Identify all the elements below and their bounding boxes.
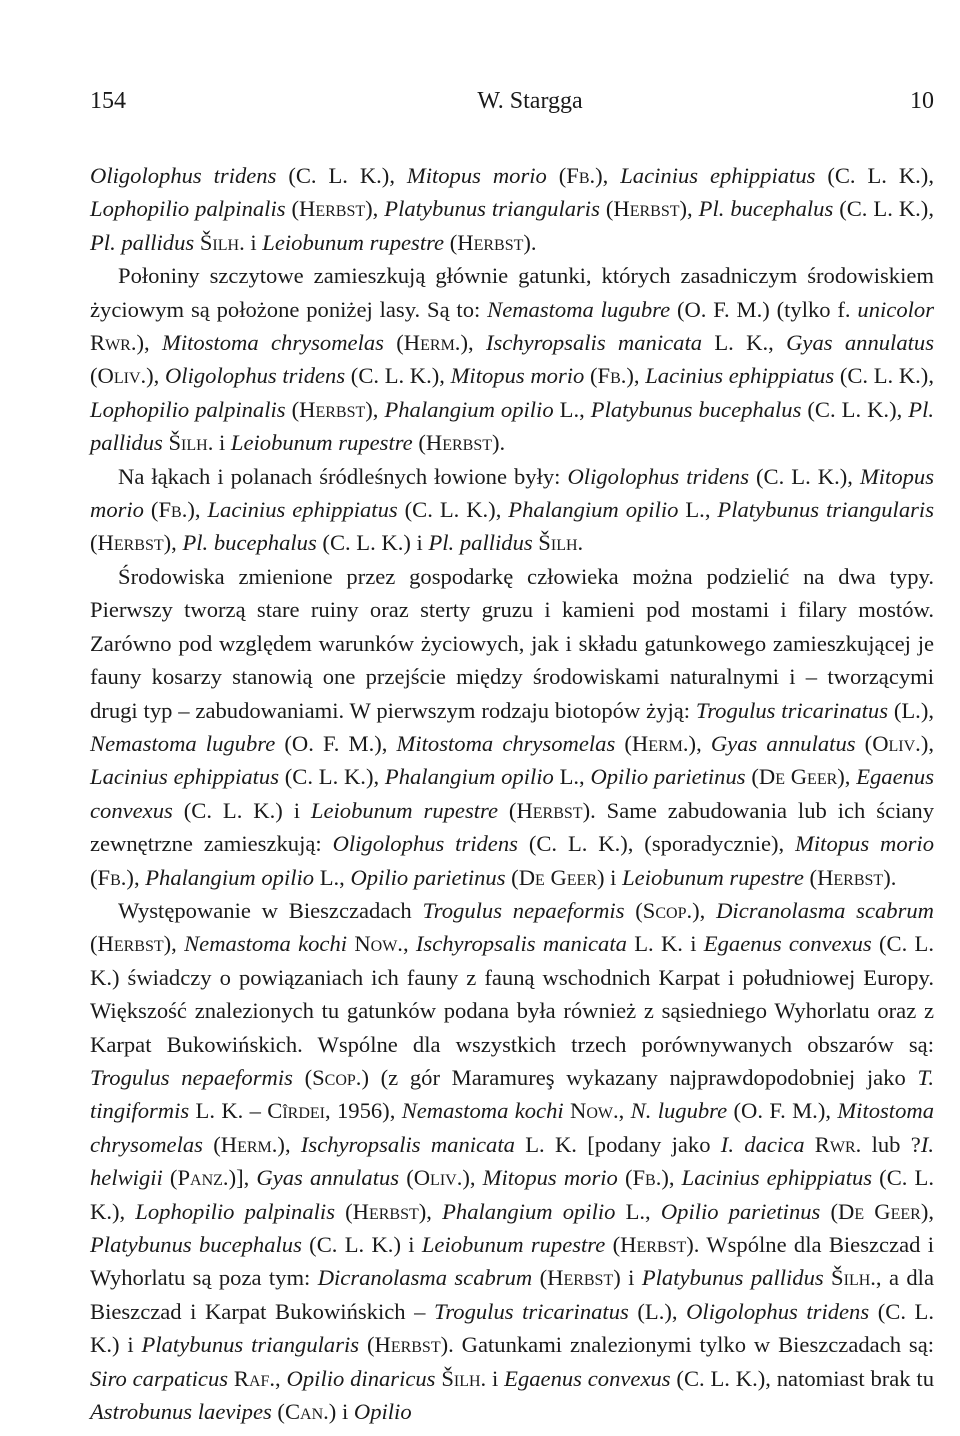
text-run: L., [678, 497, 718, 523]
taxon-name: Platybunus triangularis [717, 497, 934, 523]
author-name: erbst [563, 1265, 614, 1291]
text-run: ). Same zabudowania lub ich ściany zewnętrzne zamieszkują: [90, 797, 934, 857]
taxon-name: Trogulus tricarinatus [434, 1298, 629, 1324]
author-name: erbst [315, 196, 366, 222]
author-name: e [854, 1198, 865, 1224]
text-run: ). [492, 430, 506, 456]
text-run: Na łąkach i polanach śródleśnych łowione były: [118, 463, 568, 489]
author-name: erm [420, 330, 455, 356]
text-run: ) i [613, 1265, 642, 1291]
text-run: (L.), [628, 1298, 687, 1324]
text-run: (C. L. K.), [749, 463, 860, 489]
text-run: L. K. – C [189, 1098, 283, 1124]
taxon-name: Pl. bucephalus [698, 196, 834, 222]
running-header [90, 88, 934, 115]
author-name: liv [888, 730, 916, 756]
author-name: ilh [453, 1365, 481, 1391]
author-name: erbst [113, 931, 164, 957]
taxon-name: Leiobunum rupestre [421, 1232, 606, 1257]
text-run: .), [456, 1165, 483, 1191]
running-title: W. Stargga [477, 88, 583, 114]
taxon-name: Gyas annulatus [786, 330, 934, 356]
author-name: af [248, 1365, 270, 1391]
taxon-name: Ischyropsalis manicata [485, 330, 703, 356]
text-run: .), [915, 730, 934, 756]
text-run: (C. L. K.), natomiast brak tu [670, 1365, 934, 1391]
text-run: ), [837, 764, 857, 790]
taxon-name: Mitostoma chrysomelas [90, 1098, 934, 1157]
text-run: R [228, 1365, 249, 1391]
author-name: b [610, 363, 621, 389]
text-run: (L.), [888, 697, 935, 723]
text-run: (H [202, 1131, 238, 1157]
taxon-name: Egaenus convexus [90, 764, 935, 823]
text-run: ). [883, 864, 897, 890]
text-run: (C. L. K.) i [172, 797, 311, 823]
text-run: (C. L. K.), [90, 1165, 934, 1224]
taxon-name: unicolor [857, 296, 934, 322]
text-run: (H [359, 1332, 391, 1358]
text-run: ), [163, 530, 183, 556]
taxon-name: Lacinius ephippiatus [207, 497, 398, 523]
taxon-name: Platybunus bucephalus [590, 396, 802, 422]
taxon-name: Lophopilio palpinalis [135, 1198, 335, 1224]
text-run: (C. L. K.), (sporadycznie), [517, 831, 796, 857]
taxon-name: Phalangium opilio [145, 864, 315, 890]
text-run: ., [397, 931, 416, 957]
text-run: (H [383, 330, 421, 356]
taxon-name: Trogulus tricarinatus [695, 697, 888, 723]
text-run: Š [435, 1365, 454, 1391]
text-run: (H [90, 931, 114, 957]
taxon-name: Nemastoma lugubre [487, 296, 671, 322]
taxon-name: Lacinius ephippiatus [681, 1165, 873, 1191]
text-run: (D [745, 764, 776, 790]
taxon-name: Leiobunum rupestre [310, 797, 498, 823]
taxon-name: Lacinius ephippiatus [620, 163, 816, 188]
text-run: . [577, 530, 584, 556]
text-run: (C. L. K.) i [90, 1298, 934, 1358]
author-name: eer [807, 764, 838, 790]
text-run: . lub ? [855, 1131, 921, 1157]
text-run: L. K., [702, 330, 787, 356]
text-run: (C. L. K.), [801, 396, 909, 422]
taxon-name: Pl. pallidus [90, 396, 934, 456]
text-run: Występowanie w Bieszczadach [118, 897, 423, 923]
text-run: G [864, 1198, 891, 1224]
taxon-name: Nemastoma kochi [401, 1098, 564, 1124]
text-run: .) (z gór Maramureş wykazany najprawdopodobniej jako [355, 1064, 918, 1090]
taxon-name: Opilio parietinus [660, 1198, 821, 1224]
text-run: .), [271, 1131, 301, 1157]
taxon-name: Oligolophus tridens [164, 363, 346, 389]
text-run: (D [820, 1198, 855, 1224]
text-run: (O [399, 1165, 431, 1191]
taxon-name: Dicranolasma scabrum [317, 1265, 533, 1291]
text-run: , 1956), [325, 1098, 402, 1124]
text-run: Š [532, 530, 551, 556]
taxon-name: Lacinius ephippiatus [90, 764, 280, 790]
text-run: (H [532, 1265, 564, 1291]
taxon-name: Leiobunum rupestre [230, 430, 413, 456]
text-run: (S [624, 897, 656, 923]
text-run: .), [140, 363, 165, 389]
text-run: (S [292, 1064, 325, 1090]
volume-number: 10 [910, 88, 934, 114]
taxon-name: Ischyropsalis manicata [300, 1131, 515, 1157]
author-name: an [300, 1399, 324, 1425]
text-run: (H [615, 730, 649, 756]
author-name: eer [566, 864, 597, 890]
author-name: ilh [550, 530, 578, 556]
taxon-name: Pl. bucephalus [182, 530, 317, 556]
paragraph-4 [90, 560, 934, 894]
taxon-name: Oligolophus tridens [686, 1298, 870, 1324]
text-run: (C. L. K.), [276, 163, 407, 188]
taxon-name: I. dacica [720, 1131, 805, 1157]
text-run: (C. L. K.) i [316, 530, 429, 556]
author-name: erbst [629, 196, 680, 222]
taxon-name: Opilio parietinus [590, 764, 746, 790]
text-run: ). [523, 229, 537, 255]
taxon-name: Mitopus morio [795, 831, 934, 857]
taxon-name: Opilio parietinus [350, 864, 506, 890]
text-run: (H [412, 430, 443, 456]
author-name: erm [648, 730, 683, 756]
text-run: (O. F. M.) (tylko f. [670, 296, 858, 322]
paragraph-5 [90, 894, 934, 1429]
author-name: erm [237, 1131, 272, 1157]
taxon-name: Gyas annulatus [710, 730, 856, 756]
author-name: liv [430, 1165, 457, 1191]
text-run: ) i [596, 864, 623, 890]
taxon-name: Opilio [353, 1399, 412, 1425]
taxon-name: Phalangium opilio [442, 1198, 616, 1224]
text-run: ). Wspólne dla Bieszczad i Wyhorlatu są poza tym: [90, 1232, 934, 1291]
author-name: ow [586, 1098, 613, 1124]
text-run: (H [285, 196, 316, 222]
text-run: (H [285, 396, 316, 422]
author-name: b [645, 1165, 656, 1191]
taxon-name: Leiobunum rupestre [262, 229, 445, 255]
taxon-name: I. helwigii [90, 1131, 934, 1191]
text-run: (H [498, 797, 533, 823]
taxon-name: Trogulus nepaeformis [422, 897, 625, 923]
text-run: (C. L. K.), [397, 497, 509, 523]
text-run: (O [855, 730, 889, 756]
taxon-name: Astrobunus laevipes [90, 1399, 272, 1425]
taxon-name: Platybunus pallidus [641, 1265, 824, 1291]
text-run: (D [505, 864, 536, 890]
taxon-name: Leiobunum rupestre [622, 864, 804, 890]
paragraph-3 [90, 460, 934, 560]
taxon-name: Mitostoma chrysomelas [162, 330, 384, 356]
text-run: .), [655, 1165, 682, 1191]
taxon-name: Nemastoma lugubre [90, 730, 276, 756]
author-name: erbst [833, 864, 884, 890]
paragraph-2 [90, 259, 934, 459]
taxon-name: Platybunus bucephalus [90, 1232, 302, 1257]
text-run: (C. L. K.) świadczy o powiązaniach ich fauny z fauną wschodnich Karpat i południowej Europy. Większość znalezionych tu gatunków podana była również z sąsiedniego Wyhorlatu oraz z Karpat Bukowińskich. Wspólne dla wszystkich trzech porównywanych obszarów są: [90, 931, 934, 1057]
text-run: L., [553, 764, 591, 790]
author-name: cop [324, 1064, 356, 1090]
taxon-name: Mitopus morio [482, 1165, 618, 1191]
author-name: ilh [843, 1265, 871, 1291]
author-name: erbst [315, 396, 366, 422]
text-run: ), [920, 1198, 934, 1224]
author-name: ilh [212, 229, 240, 255]
text-run: .), [181, 497, 208, 523]
text-run: .), [130, 330, 163, 356]
taxon-name: Phalangium opilio [384, 396, 554, 422]
text-run: (F [617, 1165, 646, 1191]
text-run: ), [679, 196, 699, 222]
author-name: erbst [473, 229, 524, 255]
text-run: (C. L. K.) i [301, 1232, 422, 1257]
taxon-name: Oligolophus tridens [90, 163, 277, 188]
text-run: . i [480, 1365, 505, 1391]
text-run: (C. L. K.), [815, 163, 934, 188]
text-run: ), [418, 1198, 443, 1224]
taxon-name: Mitostoma chrysomelas [396, 730, 616, 756]
text-run: (O. F. M.), [727, 1098, 838, 1124]
author-name: cop [655, 897, 687, 923]
text-run: ., [269, 1365, 287, 1391]
taxon-name: Dicranolasma scabrum [716, 897, 934, 923]
text-run: (C. L. K.), [345, 363, 451, 389]
text-run: (C. L. K.), [833, 196, 934, 222]
text-run: Š [162, 430, 182, 456]
author-name: erbst [636, 1232, 687, 1257]
author-name: wr [829, 1131, 856, 1157]
author-name: ilh [181, 430, 208, 456]
author-name: erbst [442, 430, 493, 456]
text-run: L., [314, 864, 351, 890]
taxon-name: Lophopilio palpinalis [90, 396, 286, 422]
text-run: G [544, 864, 567, 890]
text-run: ), [365, 196, 385, 222]
author-name: eer [890, 1198, 921, 1224]
text-run: R [804, 1131, 830, 1157]
taxon-name: Pl. pallidus [428, 530, 533, 556]
text-run: . i [239, 229, 263, 255]
text-run: Š [194, 229, 213, 255]
taxon-name: Phalangium opilio [384, 764, 554, 790]
taxon-name: T. tingiformis [90, 1064, 934, 1124]
text-run: (P [162, 1165, 191, 1191]
taxon-name: Lacinius ephippiatus [645, 363, 835, 389]
text-run: (H [444, 229, 474, 255]
text-run: (O. F. M.), [275, 730, 397, 756]
taxon-name: Pl. pallidus [90, 229, 195, 255]
taxon-name: Siro carpaticus [90, 1365, 229, 1391]
text-run: (O [90, 363, 114, 389]
author-name: îrdei [282, 1098, 325, 1124]
author-name: liv [113, 363, 141, 389]
text-run: Połoniny szczytowe zamieszkują głównie gatunki, których zasadniczym środowiskiem życiowym są położone poniżej lasy. Są to: [90, 263, 934, 322]
text-run: (F [584, 363, 611, 389]
taxon-name: N. lugubre [630, 1098, 728, 1124]
text-run: N [563, 1098, 587, 1124]
text-run: .) i [323, 1399, 354, 1425]
text-run: (F [546, 163, 579, 188]
text-run: (H [803, 864, 834, 890]
text-run: ., [613, 1098, 631, 1124]
text-run: .), [682, 730, 711, 756]
author-name: erbst [113, 530, 164, 556]
author-name: anz [190, 1165, 223, 1191]
text-run: (F [143, 497, 172, 523]
author-name: b [110, 864, 121, 890]
text-run: (C. L. K.), [279, 764, 385, 790]
taxon-name: Mitopus morio [90, 463, 934, 523]
text-run: .)], [222, 1165, 257, 1191]
text-run: (H [605, 1232, 637, 1257]
page-number: 154 [90, 88, 126, 114]
text-run: ., a dla Bieszczad i Karpat Bukowińskich – [90, 1265, 934, 1324]
author-name: ow [370, 931, 398, 957]
text-run: . i [207, 430, 231, 456]
paragraph-1 [90, 159, 934, 259]
taxon-name: Egaenus convexus [504, 1365, 671, 1391]
text-run: (C. L. K.), [834, 363, 934, 389]
taxon-name: Lophopilio palpinalis [90, 196, 286, 222]
author-name: erbst [390, 1332, 441, 1358]
text-run: L., [553, 396, 591, 422]
text-run: L. K. [podany jako [514, 1131, 721, 1157]
taxon-name: Platybunus triangularis [384, 196, 600, 222]
taxon-name: Mitopus morio [450, 363, 585, 389]
text-run: L. K. i [626, 931, 704, 957]
text-run: .), [589, 163, 621, 188]
text-run: G [784, 764, 808, 790]
text-run: (H [90, 530, 114, 556]
text-run: R [90, 330, 106, 356]
author-name: b [578, 163, 590, 188]
taxon-name: Trogulus nepaeformis [90, 1064, 293, 1090]
author-name: erbst [368, 1198, 419, 1224]
text-run: N [347, 931, 371, 957]
text-run: ), [365, 396, 385, 422]
taxon-name: Egaenus convexus [703, 931, 872, 957]
text-run: ). Gatunkami znalezionymi tylko w Bieszczadach są: [440, 1332, 934, 1358]
taxon-name: Opilio dinaricus [286, 1365, 436, 1391]
taxon-name: Platybunus triangularis [141, 1332, 360, 1358]
text-run: (H [599, 196, 630, 222]
taxon-name: Oligolophus tridens [332, 831, 518, 857]
text-run: .), [120, 864, 146, 890]
author-name: e [775, 764, 785, 790]
text-run: .), [686, 897, 717, 923]
taxon-name: Phalangium opilio [508, 497, 679, 523]
text-run: (H [335, 1198, 369, 1224]
taxon-name: Mitopus morio [406, 163, 547, 188]
author-name: wr [105, 330, 131, 356]
text-run: .), [620, 363, 646, 389]
text-run: (F [90, 864, 111, 890]
text-run: (C [271, 1399, 301, 1425]
article-body [90, 159, 934, 1428]
text-run: ), [163, 931, 185, 957]
author-name: e [535, 864, 545, 890]
text-run: .), [454, 330, 486, 356]
text-run: Środowiska zmienione przez gospodarkę człowieka można podzielić na dwa typy. Pierwszy tworzą stare ruiny oraz sterty gruzu i kamieni pod mostami i filary mostów. Zarówno pod względem warunków życiowych, jak i składu gatunkowego zamieszkującej je fauny kosarzy stanowią one przejście między środowiskami naturalnymi i – tworzącymi drugi typ – zabudowaniami. W pierwszym rodzaju biotopów żyją: [90, 563, 934, 723]
taxon-name: Nemastoma kochi [184, 931, 348, 957]
taxon-name: Gyas annulatus [256, 1165, 400, 1191]
taxon-name: Ischyropsalis manicata [415, 931, 627, 957]
author-name: b [171, 497, 182, 523]
text-run: L., [615, 1198, 661, 1224]
author-name: erbst [532, 797, 583, 823]
text-run: Š [823, 1265, 844, 1291]
taxon-name: Oligolophus tridens [567, 463, 749, 489]
